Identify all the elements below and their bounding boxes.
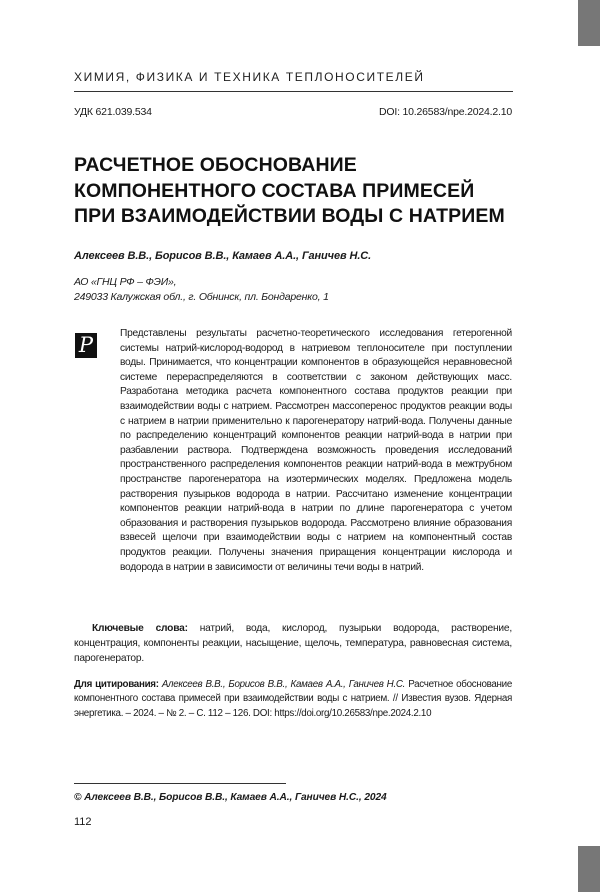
article-title: [74, 153, 544, 230]
citation-text: Расчетное обоснование компонентного состава примесей при взаимодействии воды с натрием. // Известия вузов. Ядерная энергетика. – 2024. – № 2. – С. 112 – 126. DOI: https://doi.org/10.26583/npe.2024.2.10: [74, 679, 512, 719]
citation-authors: Алексеев В.В., Борисов В.В., Камаев А.А., Ганичев Н.С.: [158, 679, 406, 690]
doi-link[interactable]: DOI: 10.26583/npe.2024.2.10: [379, 106, 512, 118]
keywords-text: натрий, вода, кислород, пузырьки водорода, растворение, концентрация, компоненты реакции, насыщение, щелочь, температура, равновесная система, парогенератор.: [74, 623, 512, 664]
keywords-block: [74, 621, 512, 666]
footnote-divider: [74, 783, 286, 784]
title-line: КОМПОНЕНТНОГО СОСТАВА ПРИМЕСЕЙ: [74, 179, 475, 202]
title-line: ПРИ ВЗАИМОДЕЙСТВИИ ВОДЫ С НАТРИЕМ: [74, 205, 505, 227]
page-number: 112: [74, 816, 92, 828]
header-divider: [74, 91, 513, 92]
page-edge-tab-bottom: [578, 846, 600, 892]
udk-code: УДК 621.039.534: [74, 106, 152, 118]
abstract-text: Представлены результаты расчетно-теоретического исследования гетерогенной системы натрий-кислород-водород в натриевом теплоносителе при поступлении воды. Принимается, что концентрации компонентов в образующейся неравновесной системе перераспределяются в соответствии с законом действующих масс. Разработана методика расчета компонентного состава продуктов реакции при взаимодействии воды с натрием. Рассмотрен массоперенос продуктов реакции воды с натрием в натрии применительно к парогенератору натрий-вода. Получены данные по распределению концентраций компонентов реакции натрий-вода в натрии при разбавлении раствора. Подтверждена возможность проведения исследований пространственного распределения компонентов реакции натрий-вода в межтрубном пространстве парогенератора на изотермических моделях. Предложена модель растворения пузырьков водорода в натрии. Рассчитано изменение концентрации компонентов реакции натрий-вода в натрии по длине парогенератора с учетом образования и растворения пузырьков водорода. Рассмотрено влияние образования взвесей щелочи при взаимодействии воды с натрием на компонентный состав продуктов реакции. Получены значения приращения концентрации кислорода и водорода в натрии в зависимости от величины течи воды в натрий.: [120, 328, 512, 573]
title-line: РАСЧЕТНОЕ ОБОСНОВАНИЕ: [74, 154, 357, 176]
page-edge-tab-top: [578, 0, 600, 46]
citation-label: Для цитирования:: [74, 679, 159, 690]
author-list: Алексеев В.В., Борисов В.В., Камаев А.А., Ганичев Н.С.: [74, 250, 372, 262]
affiliation-address: 249033 Калужская обл., г. Обнинск, пл. Бондаренко, 1: [74, 290, 329, 303]
section-rubric: ХИМИЯ, ФИЗИКА И ТЕХНИКА ТЕПЛОНОСИТЕЛЕЙ: [74, 70, 425, 84]
copyright-notice: © Алексеев В.В., Борисов В.В., Камаев А.А., Ганичев Н.С., 2024: [74, 792, 387, 803]
journal-p-logo-icon: P: [75, 333, 97, 358]
affiliation: [74, 275, 474, 304]
affiliation-org: АО «ГНЦ РФ – ФЭИ»,: [74, 276, 177, 288]
citation-block: [74, 678, 512, 721]
keywords-label: Ключевые слова:: [92, 623, 188, 634]
